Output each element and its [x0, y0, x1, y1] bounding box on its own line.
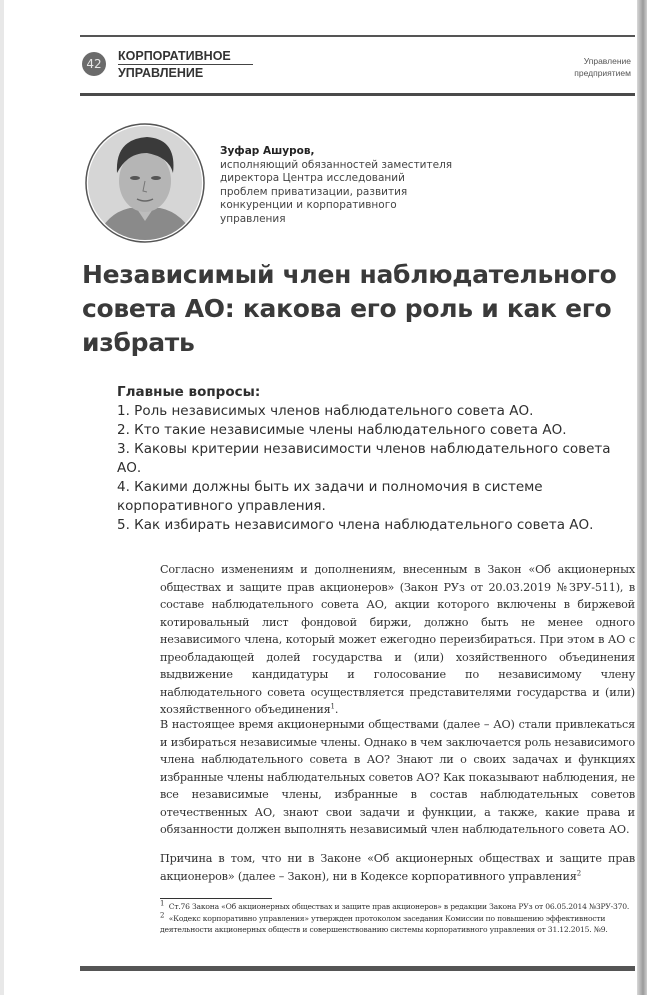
header-rule-top — [80, 35, 635, 37]
footer-rule — [80, 966, 635, 971]
author-position-line: исполняющий обязанностей заместителя — [220, 158, 453, 171]
author-position-line: директора Центра исследований — [220, 172, 405, 184]
body-paragraph-2: В настоящее время акционерными обществами (далее – АО) стали привлекаться и избираться независимые члены. Однако в чем заключается роль независимого члена наблюдательного совета в АО? Знают ли о своих задачах и функциях избранные члены наблюдательных советов АО? Как показывают наблюдения, не все независимые члены, избранные в состав наблюдательных советов отечественных АО, знают свои задачи и функции, а также, какие права и обязанности должен выполнять независимый член наблюдательного совета АО. — [160, 718, 635, 836]
key-questions — [117, 383, 637, 535]
magazine-name-line2: предприятием — [574, 68, 631, 78]
footnote — [160, 901, 635, 913]
key-question-item: 5. Как избирать независимого члена наблюдательного совета АО. — [117, 517, 594, 533]
magazine-name — [574, 55, 631, 79]
page-binding-shadow — [637, 0, 647, 995]
magazine-name-line1: Управление — [583, 56, 631, 66]
key-questions-heading: Главные вопросы: — [117, 384, 261, 400]
footnote — [160, 913, 635, 936]
footnote-separator — [160, 898, 272, 899]
page-number-badge: 42 — [82, 52, 106, 76]
footnote-number: 1 — [160, 899, 165, 908]
key-question-item: 2. Кто такие независимые члены наблюдательного совета АО. — [117, 422, 567, 438]
section-title — [118, 48, 253, 81]
header-rule-bottom — [80, 93, 635, 96]
author-name: Зуфар Ашуров, — [220, 145, 315, 157]
footnote-text: «Кодекс корпоративно управления» утвержден протоколом заседания Комиссии по повышению эффективности деятельности акционерных обществ и совершенствованию системы корпоративного управления от 31.12.2015. №9. — [160, 913, 608, 935]
footnote-number: 2 — [160, 911, 165, 920]
paragraph-text: Согласно изменениям и дополнениям, внесенным в Закон «Об акционерных обществах и защите прав акционеров» (Закон РУз от 20.03.2019 №ЗРУ-511), в составе наблюдательного совета АО, акции которого включены в биржевой котировальный лист фондовой биржи, должно быть не менее одного независимого члена, который может ежегодно переизбираться. При этом в АО с преобладающей долей государства и (или) хозяйственного объединения выдвижение кандидатуры и голосование по независимому члену наблюдательного совета осуществляется представителями государства и (или) хозяйственного объединения — [160, 563, 635, 716]
paragraph-text: Причина в том, что ни в Законе «Об акционерных обществах и защите прав акционеров» (далее – Закон), ни в Кодексе корпоративного управления — [160, 852, 635, 883]
author-position-line: конкуренции и корпоративного — [220, 199, 397, 211]
author-position-line: управления — [220, 212, 286, 225]
section-title-line2: УПРАВЛЕНИЕ — [118, 66, 204, 80]
body-paragraph-1 — [160, 561, 635, 719]
author-info — [220, 145, 460, 226]
footnotes — [160, 901, 635, 936]
footnote-text: Ст.76 Закона «Об акционерных обществах и защите прав акционеров» в редакции Закона РУз от 06.05.2014 №ЗРУ-370. — [168, 902, 630, 911]
author-position-line: проблем приватизации, развития — [220, 185, 408, 198]
section-title-line1: КОРПОРАТИВНОЕ — [118, 48, 253, 65]
paragraph-end: . — [334, 703, 339, 716]
page-left-edge — [0, 0, 4, 995]
key-question-item: 1. Роль независимых членов наблюдательного совета АО. — [117, 403, 534, 419]
key-question-item: 4. Какими должны быть их задачи и полномочия в системе корпоративного управления. — [117, 479, 543, 514]
key-question-item: 3. Каковы критерии независимости членов наблюдательного совета АО. — [117, 441, 611, 476]
footnote-ref[interactable]: 1 — [330, 702, 335, 711]
footnote-ref[interactable]: 2 — [576, 868, 581, 877]
body-paragraph-3 — [160, 850, 635, 885]
author-photo — [85, 123, 205, 243]
article-title: Независимый член наблюдательного совета АО: какова его роль и как его избрать — [82, 260, 617, 357]
